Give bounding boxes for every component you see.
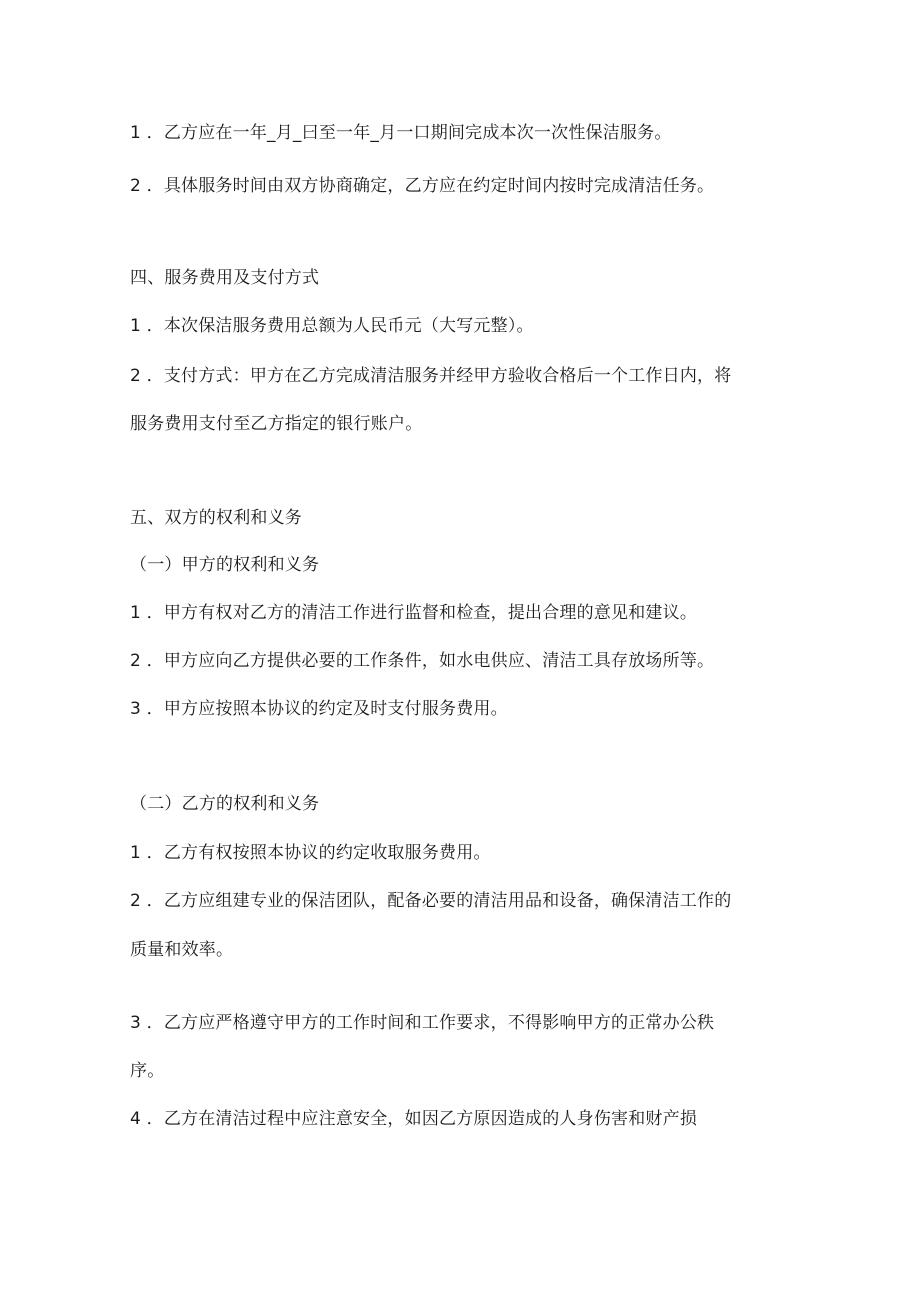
party-b-item-4-line-1: 4 ．乙方在清洁过程中应注意安全，如因乙方原因造成的人身伤害和财产损 (130, 1109, 698, 1129)
party-a-heading: （一）甲方的权利和义务 (130, 555, 320, 575)
party-a-item-1: 1 ．甲方有权对乙方的清洁工作进行监督和检查，提出合理的意见和建议。 (130, 603, 698, 623)
section5-heading: 五、双方的权利和义务 (130, 508, 302, 528)
section4-item-2-line-1: 2 ．支付方式：甲方在乙方完成清洁服务并经甲方验收合格后一个工作日内，将 (130, 366, 732, 386)
party-a-item-2: 2 ．甲方应向乙方提供必要的工作条件，如水电供应、清洁工具存放场所等。 (130, 651, 715, 671)
party-a-item-3: 3 ．甲方应按照本协议的约定及时支付服务费用。 (130, 699, 508, 719)
section3-item-1: 1 ．乙方应在一年_月_曰至一年_月一口期间完成本次一次性保洁服务。 (130, 123, 672, 143)
party-b-item-3-line-2: 序。 (130, 1061, 165, 1081)
party-b-item-3-line-1: 3 ．乙方应严格遵守甲方的工作时间和工作要求，不得影响甲方的正常办公秩 (130, 1013, 715, 1033)
party-b-item-2-line-1: 2 ．乙方应组建专业的保洁团队，配备必要的清洁用品和设备，确保清洁工作的 (130, 891, 732, 911)
party-b-item-1: 1 ．乙方有权按照本协议的约定收取服务费用。 (130, 843, 491, 863)
section4-heading: 四、服务费用及支付方式 (130, 268, 320, 288)
section4-item-2-line-2: 服务费用支付至乙方指定的银行账户。 (130, 414, 423, 434)
section3-item-2: 2 ．具体服务时间由双方协商确定，乙方应在约定时间内按时完成清洁任务。 (130, 176, 715, 196)
party-b-item-2-line-2: 质量和效率。 (130, 940, 234, 960)
section4-item-1: 1 ．本次保洁服务费用总额为人民币元（大写元整）。 (130, 316, 534, 336)
party-b-heading: （二）乙方的权利和义务 (130, 794, 320, 814)
